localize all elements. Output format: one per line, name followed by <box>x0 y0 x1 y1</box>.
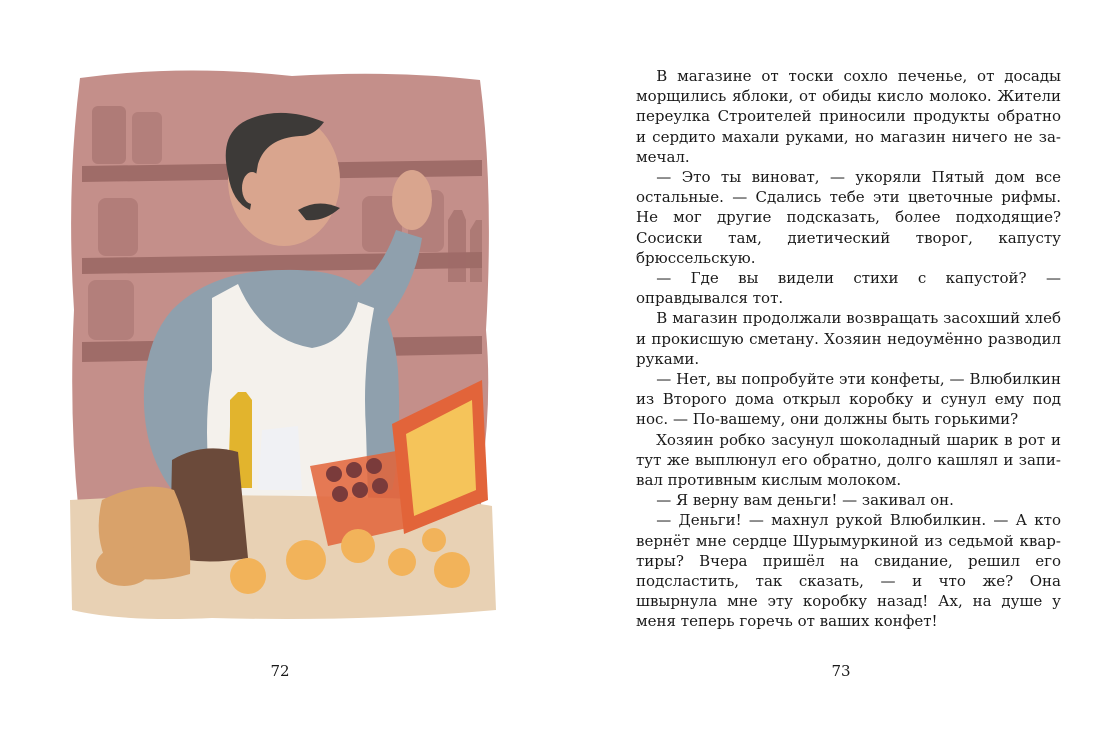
bottle-1 <box>448 210 466 282</box>
chocolate <box>366 458 382 474</box>
page-number-right: 73 <box>831 662 851 680</box>
apple <box>286 540 326 580</box>
ear <box>242 172 262 204</box>
bun <box>96 546 152 586</box>
paragraph: — Я верну вам деньги! — закивал он. <box>656 491 954 510</box>
raised-hand <box>392 170 432 230</box>
right-page <box>558 0 1117 737</box>
page-number-left: 72 <box>270 662 290 680</box>
jar-2 <box>132 112 162 164</box>
apple <box>230 558 266 594</box>
apple <box>341 529 375 563</box>
bottle-2 <box>470 220 482 282</box>
jar-3 <box>98 198 138 256</box>
illustration-canvas <box>62 70 502 630</box>
apple <box>434 552 470 588</box>
paragraph: — Нет, вы попробуйте эти конфеты, — Влюбилкин из Второго дома открыл коробку и сунул ему под нос. — По-вашему, они должны быть горькими? <box>636 370 1061 429</box>
story-text <box>636 66 1061 632</box>
chocolate <box>332 486 348 502</box>
paragraph: — Это ты виноват, — укоряли Пятый дом все остальные. — Сдались тебе эти цветочные рифмы. Не мог другие подсказать, более подходящие? Сосиски там, диетический творог, капусту брюссельскую. <box>636 168 1061 267</box>
jar-6 <box>88 280 134 340</box>
jar-1 <box>92 106 126 164</box>
paragraph: Хозяин робко засунул шоколадный шарик в рот и тут же выплюнул его обратно, долго кашлял и запивал противным кислым молоком. <box>636 430 1061 490</box>
chocolate <box>346 462 362 478</box>
paragraph: В магазин продолжали возвращать засохший хлеб и прокисшую сметану. Хозяин недоумённо разводил руками. <box>636 309 1061 368</box>
paragraph: В магазине от тоски сохло печенье, от досады морщились яблоки, от обиды кисло молоко. Жители переулка Строителей приносили продукты обратно и сердито махали руками, но магазин ничего не замечал. <box>636 67 1061 166</box>
chocolate <box>352 482 368 498</box>
apple <box>388 548 416 576</box>
apple <box>422 528 446 552</box>
paragraph: — Деньги! — махнул рукой Влюбилкин. — А кто вернёт мне сердце Шурымуркиной из седьмой квартиры? Вчера пришёл на свидание, решил его подсластить, так сказать, — и что же? Она швырнула мне эту коробку назад! Ах, на душе у меня теперь горечь от ваших конфет! <box>636 511 1061 631</box>
paragraph: — Где вы видели стихи с капустой? — оправдывался тот. <box>636 269 1061 308</box>
left-page <box>0 0 558 737</box>
milk-carton <box>258 426 302 490</box>
chocolate <box>326 466 342 482</box>
shopkeeper-illustration <box>62 70 502 630</box>
chocolate <box>372 478 388 494</box>
